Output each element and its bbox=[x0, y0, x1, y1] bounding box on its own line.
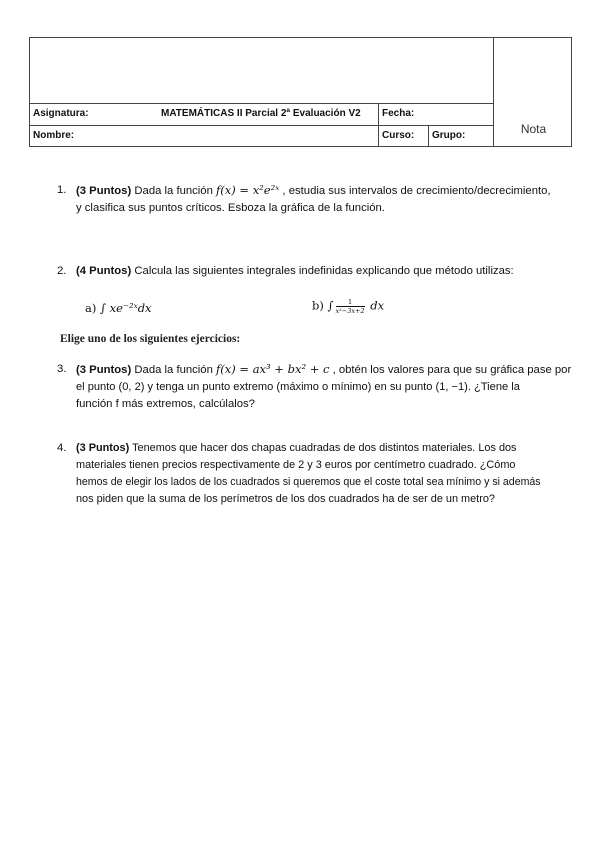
denominator: x²−3x+2 bbox=[335, 307, 365, 315]
divider bbox=[428, 125, 429, 146]
question-text: Dada la función bbox=[131, 364, 217, 376]
points: (3 Puntos) bbox=[76, 185, 132, 197]
question-line: materiales tienen precios respectivamente de 2 y 3 euros por centímetro cuadrado. ¿Cómo bbox=[76, 459, 516, 471]
grupo-label: Grupo: bbox=[432, 130, 466, 141]
nombre-label: Nombre: bbox=[33, 130, 75, 141]
question-line: función f más extremos, calcúlalos? bbox=[76, 398, 255, 410]
question-line: nos piden que la suma de los perímetros de los dos cuadrados ha de ser de un metro? bbox=[76, 493, 495, 505]
question-number: 3. bbox=[57, 363, 67, 375]
integral-b: b) ∫ $\frac{1}{\text{x²−3x+2}}$ dx bbox=[312, 298, 385, 315]
nota-label: Nota bbox=[520, 122, 547, 136]
question-number: 1. bbox=[57, 184, 67, 196]
question-line bbox=[76, 361, 572, 379]
asignatura-label: Asignatura: bbox=[33, 108, 89, 119]
item-label: b) bbox=[312, 298, 324, 313]
question-3 bbox=[57, 361, 572, 413]
divider bbox=[30, 103, 493, 104]
faint-marks: . , . . bbox=[260, 88, 338, 93]
question-text: Tenemos que hacer dos chapas cuadradas de dos distintos materiales. Los dos bbox=[129, 442, 517, 454]
question-line bbox=[76, 182, 556, 200]
points: (3 Puntos) bbox=[76, 442, 130, 454]
question-text: Calcula las siguientes integrales indefinidas explicando que método utilizas: bbox=[131, 265, 514, 277]
points: (3 Puntos) bbox=[76, 364, 132, 376]
item-label: a) bbox=[85, 301, 97, 315]
points: (4 Puntos) bbox=[76, 265, 132, 277]
math-function: f(x) = ax³ + bx² + c bbox=[216, 362, 330, 376]
divider bbox=[378, 103, 379, 146]
question-number: 4. bbox=[57, 442, 67, 454]
question-2 bbox=[57, 263, 557, 281]
subject-title: MATEMÁTICAS II Parcial 2ª Evaluación V2 bbox=[161, 108, 361, 119]
fraction bbox=[336, 298, 365, 315]
numerator: 1 bbox=[336, 298, 365, 307]
integral-a bbox=[85, 301, 152, 315]
question-line bbox=[76, 440, 556, 457]
math-function: f(x) = x²e²ˣ bbox=[216, 183, 280, 197]
question-4 bbox=[57, 440, 557, 510]
choose-instruction: Elige uno de los siguientes ejercicios: bbox=[60, 333, 241, 345]
question-text: Dada la función bbox=[131, 185, 217, 197]
fecha-label: Fecha: bbox=[382, 108, 415, 119]
question-number: 2. bbox=[57, 265, 67, 277]
question-1 bbox=[57, 182, 557, 218]
divider bbox=[30, 125, 493, 126]
question-line: hemos de elegir los lados de los cuadrados si queremos que el coste total sea mínimo y si además bbox=[76, 476, 541, 488]
question-line: el punto (0, 2) y tenga un punto extremo (máximo o mínimo) en su punto (1, −1). ¿Tiene la bbox=[76, 381, 520, 393]
integral-expression: ∫ xe⁻²ˣdx bbox=[100, 301, 152, 315]
question-line: y clasifica sus puntos críticos. Esboza la gráfica de la función. bbox=[76, 202, 385, 214]
differential: dx bbox=[370, 298, 385, 313]
question-text: , obtén los valores para que su gráfica pase por bbox=[329, 364, 572, 376]
question-text: , estudia sus intervalos de crecimiento/decrecimiento, bbox=[279, 185, 551, 197]
exam-header-table bbox=[29, 37, 572, 147]
curso-label: Curso: bbox=[382, 130, 415, 141]
